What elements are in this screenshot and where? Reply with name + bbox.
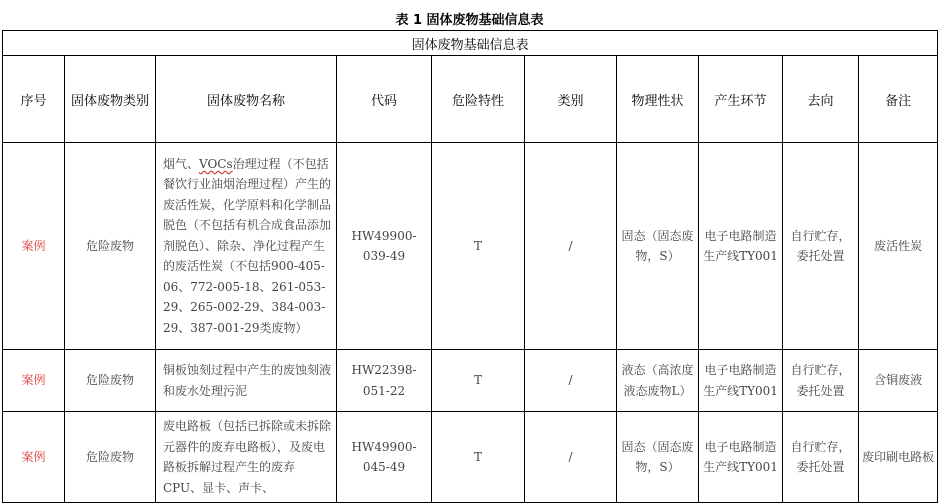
category-cell: 危险废物 <box>65 143 156 350</box>
code-cell: HW22398-051-22 <box>337 350 432 412</box>
header-code: 代码 <box>337 56 432 143</box>
hazard-cell: T <box>432 350 525 412</box>
header-physical-state: 物理性状 <box>617 56 699 143</box>
generation-stage-cell: 电子电路制造生产线TY001 <box>699 143 783 350</box>
seq-cell: 案例 <box>3 350 65 412</box>
generation-stage-cell: 电子电路制造生产线TY001 <box>699 412 783 503</box>
spellcheck-underlined-text: VOCs <box>199 156 233 171</box>
type-cell: / <box>525 350 617 412</box>
header-destination: 去向 <box>783 56 859 143</box>
seq-cell: 案例 <box>3 143 65 350</box>
type-cell: / <box>525 412 617 503</box>
physical-state-cell: 液态（高浓度液态废物L） <box>617 350 699 412</box>
table-caption-row <box>3 31 938 56</box>
waste-name-text: 烟气、 <box>163 156 200 171</box>
waste-name-cell <box>156 143 337 350</box>
header-waste-category: 固体废物类别 <box>65 56 156 143</box>
generation-stage-cell: 电子电路制造生产线TY001 <box>699 350 783 412</box>
destination-cell: 自行贮存，委托处置 <box>783 412 859 503</box>
category-cell: 危险废物 <box>65 350 156 412</box>
table-row <box>3 350 938 412</box>
remark-cell: 废活性炭 <box>859 143 938 350</box>
header-type: 类别 <box>525 56 617 143</box>
physical-state-cell: 固态（固态废物，S） <box>617 143 699 350</box>
table-caption: 固体废物基础信息表 <box>3 31 938 56</box>
physical-state-cell: 固态（固态废物，S） <box>617 412 699 503</box>
hazard-cell: T <box>432 143 525 350</box>
solid-waste-table <box>2 30 938 503</box>
header-hazard: 危险特性 <box>432 56 525 143</box>
destination-cell: 自行贮存，委托处置 <box>783 143 859 350</box>
header-generation-stage: 产生环节 <box>699 56 783 143</box>
remark-cell: 含铜废液 <box>859 350 938 412</box>
header-row <box>3 56 938 143</box>
hazard-cell: T <box>432 412 525 503</box>
table-row <box>3 412 938 503</box>
destination-cell: 自行贮存，委托处置 <box>783 350 859 412</box>
document-title: 表 1 固体废物基础信息表 <box>395 13 544 28</box>
header-seq: 序号 <box>3 56 65 143</box>
category-cell: 危险废物 <box>65 412 156 503</box>
code-cell: HW49900-045-49 <box>337 412 432 503</box>
code-cell: HW49900-039-49 <box>337 143 432 350</box>
header-remark: 备注 <box>859 56 938 143</box>
waste-name-text: 治理过程（不包括餐饮行业油烟治理过程）产生的废活性炭，化学原料和化学制品脱色（不包括有机合成食品添加剂脱色）、除杂、净化过程产生的废活性炭（不包括900-405-06、772-005-18、261-053-29、265-002-29、384-003-29、387-001-29类废物） <box>163 156 332 335</box>
waste-name-cell: 铜板蚀刻过程中产生的废蚀刻液和废水处理污泥 <box>156 350 337 412</box>
remark-cell: 废印刷电路板 <box>859 412 938 503</box>
waste-name-cell: 废电路板（包括已拆除或未拆除元器件的废弃电路板），及废电路板拆解过程产生的废弃CPU、显卡、声卡、 <box>156 412 337 503</box>
header-waste-name: 固体废物名称 <box>156 56 337 143</box>
table-row <box>3 143 938 350</box>
type-cell: / <box>525 143 617 350</box>
seq-cell: 案例 <box>3 412 65 503</box>
